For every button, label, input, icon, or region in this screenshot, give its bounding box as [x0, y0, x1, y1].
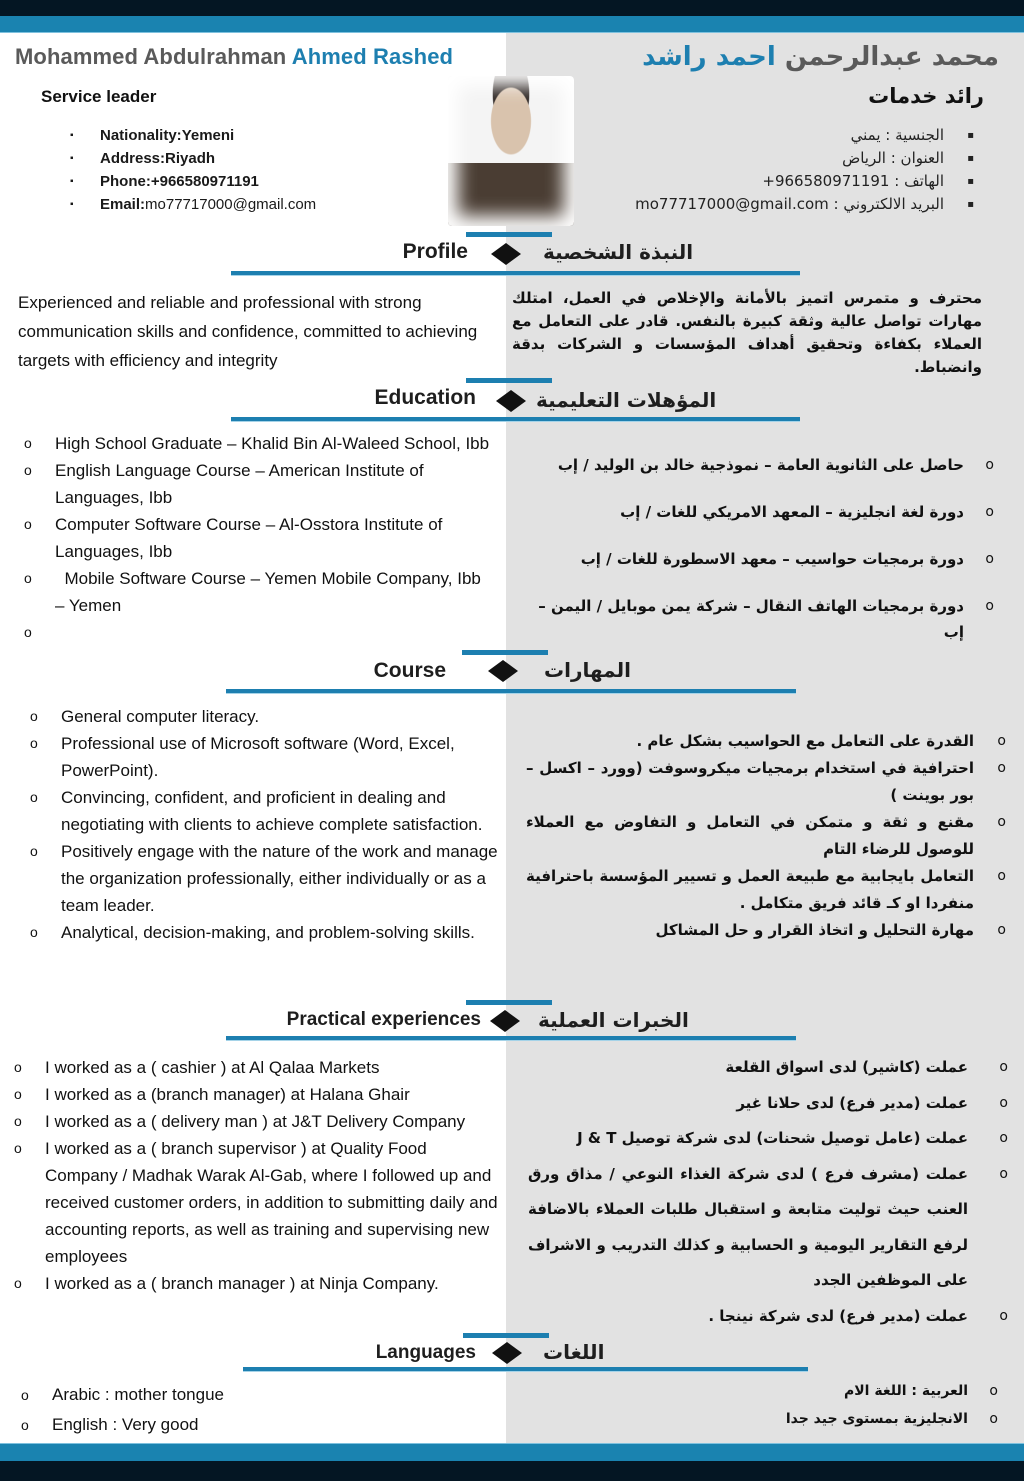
section-header-languages — [0, 1332, 1024, 1380]
list-item-text: Mobile Software Course – Yemen Mobile Company, Ibb – Yemen — [55, 569, 486, 615]
list-item-text: عملت (مدير فرع) لدى شركة نينجا . — [708, 1306, 968, 1325]
list-item-text: دورة برمجيات الهاتف النقال – شركة يمن موبايل / اليمن – إب — [538, 597, 964, 641]
list-item-text: دورة لغة انجليزية – المعهد الامريكي للغات / إب — [620, 503, 964, 521]
list-item — [21, 1410, 321, 1440]
languages-list-arabic — [698, 1377, 998, 1433]
circle-bullet-icon: o — [997, 733, 1006, 749]
list-item-text: Positively engage with the nature of the work and manage the organization professionally, either individually or as a team leader. — [61, 842, 498, 915]
profile-photo — [448, 76, 574, 226]
circle-bullet-icon: o — [14, 1140, 22, 1156]
list-item-text: التعامل بايجابية مع طبيعة العمل و تسيير المؤسسة باحترافية منفردا او كـ قائد فريق متكامل . — [526, 867, 974, 912]
list-item-text: Analytical, decision-making, and problem-solving skills. — [61, 923, 475, 942]
name-english — [15, 44, 453, 70]
list-item — [528, 1299, 1008, 1335]
circle-bullet-icon: o — [999, 1094, 1008, 1111]
header-accent-line — [466, 378, 552, 383]
contact-item-email-ar — [635, 193, 974, 216]
list-item-empty — [24, 619, 494, 646]
list-item — [30, 784, 500, 838]
contact-text: الهاتف : ‎+966580971191 — [762, 172, 944, 190]
list-item — [30, 730, 500, 784]
list-item-text: English : Very good — [52, 1415, 199, 1434]
list-item — [21, 1380, 321, 1410]
list-item — [526, 809, 1006, 863]
list-item-text: العربية : اللغة الام — [844, 1383, 968, 1399]
section-header-experience — [0, 998, 1024, 1046]
list-item — [14, 1081, 504, 1108]
name-english-accent: Ahmed Rashed — [291, 44, 454, 69]
diamond-icon — [490, 1010, 520, 1032]
circle-bullet-icon: o — [999, 1059, 1008, 1075]
job-title-arabic: رائد خدمات — [868, 84, 984, 108]
contact-label: Nationality: — [100, 127, 182, 144]
section-title-arabic: الخبرات العملية — [538, 1008, 689, 1032]
circle-bullet-icon: o — [24, 570, 32, 586]
circle-bullet-icon: o — [30, 735, 38, 751]
name-english-main: Mohammed Abdulrahman — [15, 44, 292, 69]
square-bullet-icon: ▪ — [70, 176, 74, 187]
circle-bullet-icon: o — [989, 1383, 998, 1399]
diamond-icon — [496, 390, 526, 412]
list-item — [14, 1108, 504, 1135]
list-item-text: I worked as a ( cashier ) at Al Qalaa Markets — [45, 1058, 380, 1077]
circle-bullet-icon: o — [14, 1059, 22, 1075]
contact-item-address — [70, 147, 316, 170]
list-item-text: I worked as a ( branch manager ) at Ninja Company. — [45, 1274, 439, 1293]
list-item — [14, 1135, 504, 1270]
list-item-text: مقنع و ثقة و متمكن في التعامل و التفاوض مع العملاء للوصول للرضاء التام — [526, 813, 974, 858]
circle-bullet-icon: o — [30, 708, 38, 724]
list-item — [524, 546, 994, 593]
section-title-english: Languages — [375, 1342, 476, 1363]
header-underline — [231, 417, 800, 422]
header-accent-line — [466, 1000, 552, 1005]
header-underline — [231, 271, 800, 276]
list-item — [24, 565, 494, 619]
contact-text: العنوان : الرياض — [842, 149, 944, 167]
list-item-text: High School Graduate – Khalid Bin Al-Waleed School, Ibb — [55, 434, 490, 453]
section-header-education — [0, 376, 1024, 424]
circle-bullet-icon: o — [14, 1086, 22, 1102]
square-bullet-icon: ▪ — [967, 176, 974, 187]
circle-bullet-icon: o — [999, 1165, 1008, 1182]
circle-bullet-icon: o — [997, 814, 1006, 830]
contact-text[interactable]: البريد الالكتروني : mo77717000@gmail.com — [635, 195, 944, 213]
list-item — [30, 919, 500, 946]
contact-label: Email: — [100, 196, 146, 213]
circle-bullet-icon: o — [24, 624, 32, 640]
profile-text-arabic: محترف و متمرس اتميز بالأمانة والإخلاص في العمل، امتلك مهارات تواصل عالية وثقة كبيرة بالنفس. قادر على التعامل مع العملاء بكفاءة وتحقيق أهداف المؤسسات و الشركات بدقة وانضباط. — [512, 289, 982, 376]
list-item-text: عملت (مشرف فرع ) لدى شركة الغذاء النوعي / مذاق ورق العنب حيث توليت متابعة و استقبال طلبات العملاء بالاضافة لرفع التقارير اليومية و الحسابية و كذلك التدريب و الاشراف على الموظفين الجدد — [528, 1164, 968, 1289]
section-title-arabic: النبذة الشخصية — [543, 240, 694, 264]
circle-bullet-icon: o — [997, 760, 1006, 776]
list-item — [30, 703, 500, 730]
contact-value: +966580971191 — [150, 173, 259, 190]
circle-bullet-icon: o — [999, 1130, 1008, 1146]
section-title-english: Practical experiences — [286, 1009, 481, 1030]
list-item — [524, 452, 994, 499]
contact-list-english — [70, 124, 316, 216]
square-bullet-icon: ▪ — [967, 153, 974, 164]
list-item — [526, 728, 1006, 755]
diamond-icon — [492, 1342, 522, 1364]
experience-list-arabic — [528, 1050, 1008, 1334]
section-title-english: Profile — [402, 240, 468, 263]
circle-bullet-icon: o — [30, 924, 38, 940]
circle-bullet-icon: o — [21, 1387, 29, 1403]
list-item-text: I worked as a ( delivery man ) at J&T Delivery Company — [45, 1112, 466, 1131]
list-item — [526, 863, 1006, 917]
diamond-icon — [488, 660, 518, 682]
list-item — [528, 1050, 1008, 1086]
circle-bullet-icon: o — [985, 457, 994, 473]
contact-item-address-ar — [635, 147, 974, 170]
list-item — [528, 1086, 1008, 1122]
name-arabic-accent: احمد راشد — [642, 42, 776, 72]
list-item — [24, 457, 494, 511]
circle-bullet-icon: o — [985, 504, 994, 520]
list-item — [698, 1405, 998, 1433]
header-underline — [226, 689, 796, 694]
section-title-arabic: المؤهلات التعليمية — [536, 388, 717, 412]
list-item — [14, 1270, 504, 1297]
list-item — [524, 499, 994, 546]
top-dark-bar — [0, 0, 1024, 16]
section-title-english: Education — [374, 386, 476, 409]
list-item-text: Computer Software Course – Al-Osstora Institute of Languages, Ibb — [55, 515, 443, 561]
header-accent-line — [463, 1333, 549, 1338]
list-item — [526, 917, 1006, 944]
contact-list-arabic — [635, 124, 974, 216]
list-item — [24, 430, 494, 457]
list-item — [528, 1157, 1008, 1299]
square-bullet-icon: ▪ — [70, 130, 74, 141]
list-item-text: Convincing, confident, and proficient in dealing and negotiating with clients to achieve complete satisfaction. — [61, 788, 483, 834]
circle-bullet-icon: o — [997, 922, 1006, 938]
circle-bullet-icon: o — [24, 516, 32, 532]
contact-item-nationality-ar — [635, 124, 974, 147]
header-accent-line — [462, 650, 548, 655]
list-item-text: General computer literacy. — [61, 707, 260, 726]
list-item — [14, 1054, 504, 1081]
list-item-text: I worked as a ( branch supervisor ) at Quality Food Company / Madhak Warak Al-Gab, where I followed up and received customer orders, in addition to submitting daily and accounting reports, as well as training and supervising new employees — [45, 1139, 498, 1266]
header-underline — [243, 1367, 808, 1372]
experience-list-english — [14, 1054, 504, 1297]
profile-text-english: Experienced and reliable and professional with strong communication skills and confidence, committed to achieving targets with efficiency and integrity — [18, 293, 478, 370]
list-item — [24, 511, 494, 565]
square-bullet-icon: ▪ — [70, 199, 74, 210]
circle-bullet-icon: o — [30, 843, 38, 859]
list-item-text: دورة برمجيات حواسيب – معهد الاسطورة للغات / إب — [580, 550, 964, 568]
list-item-text: مهارة التحليل و اتخاذ القرار و حل المشاكل — [655, 921, 974, 939]
list-item-text: I worked as a (branch manager) at Halana Ghair — [45, 1085, 410, 1104]
bottom-accent-bar — [0, 1443, 1024, 1461]
circle-bullet-icon: o — [14, 1113, 22, 1129]
languages-list-english — [21, 1380, 321, 1440]
list-item-text: عملت (مدير فرع) لدى حلانا غير — [736, 1093, 968, 1112]
diamond-icon — [491, 243, 521, 265]
contact-value: Riyadh — [165, 150, 216, 167]
top-accent-bar — [0, 16, 1024, 33]
list-item-text: Arabic : mother tongue — [52, 1385, 224, 1404]
list-item — [524, 593, 994, 640]
skills-list-english — [30, 703, 500, 946]
square-bullet-icon: ▪ — [70, 153, 74, 164]
name-arabic — [642, 42, 999, 72]
job-title-english: Service leader — [41, 87, 157, 106]
section-title-arabic: اللغات — [543, 1340, 605, 1364]
section-header-course — [0, 648, 1024, 696]
section-title-english: Course — [373, 659, 446, 682]
skills-list-arabic — [526, 728, 1006, 944]
list-item — [528, 1121, 1008, 1157]
circle-bullet-icon: o — [989, 1411, 998, 1427]
contact-label: Phone: — [100, 173, 151, 190]
list-item-text: Professional use of Microsoft software (Word, Excel, PowerPoint). — [61, 734, 455, 780]
list-item-text: حاصل على الثانوية العامة – نموذجية خالد بن الوليد / إب — [557, 456, 964, 474]
contact-item-email — [70, 193, 316, 216]
section-header-profile — [0, 230, 1024, 278]
contact-label: Address: — [100, 150, 166, 167]
list-item-text: الانجليزية بمستوى جيد جدا — [785, 1411, 968, 1427]
circle-bullet-icon: o — [30, 789, 38, 805]
contact-value: Yemeni — [181, 127, 235, 144]
circle-bullet-icon: o — [24, 462, 32, 478]
list-item-text: عملت (عامل توصيل شحنات) لدى شركة توصيل J & T — [577, 1129, 968, 1147]
education-list-arabic — [524, 452, 994, 640]
list-item — [698, 1377, 998, 1405]
section-title-arabic: المهارات — [544, 658, 631, 682]
square-bullet-icon: ▪ — [967, 199, 974, 210]
list-item-text: احترافية في استخدام برمجيات ميكروسوفت (وورد – اكسل – بور بوينت ) — [526, 759, 974, 804]
list-item-text: القدرة على التعامل مع الحواسيب بشكل عام . — [636, 732, 974, 750]
contact-item-nationality — [70, 124, 316, 147]
circle-bullet-icon: o — [21, 1417, 29, 1433]
contact-item-phone — [70, 170, 316, 193]
list-item-text: عملت (كاشير) لدى اسواق القلعة — [725, 1058, 968, 1076]
bottom-dark-bar — [0, 1461, 1024, 1481]
name-arabic-main: محمد عبدالرحمن — [775, 42, 999, 72]
education-list-english — [24, 430, 494, 646]
list-item — [30, 838, 500, 919]
header-underline — [226, 1036, 796, 1041]
contact-text: الجنسية : يمني — [850, 126, 944, 144]
header-accent-line — [466, 232, 552, 237]
contact-item-phone-ar — [635, 170, 974, 193]
circle-bullet-icon: o — [985, 551, 994, 567]
circle-bullet-icon: o — [985, 598, 994, 614]
email-link[interactable]: mo77717000@gmail.com — [145, 196, 317, 213]
circle-bullet-icon: o — [24, 435, 32, 451]
list-item-text: English Language Course – American Institute of Languages, Ibb — [55, 461, 424, 507]
list-item — [526, 755, 1006, 809]
circle-bullet-icon: o — [997, 868, 1006, 884]
square-bullet-icon: ▪ — [967, 130, 974, 141]
circle-bullet-icon: o — [999, 1307, 1008, 1324]
circle-bullet-icon: o — [14, 1275, 22, 1291]
